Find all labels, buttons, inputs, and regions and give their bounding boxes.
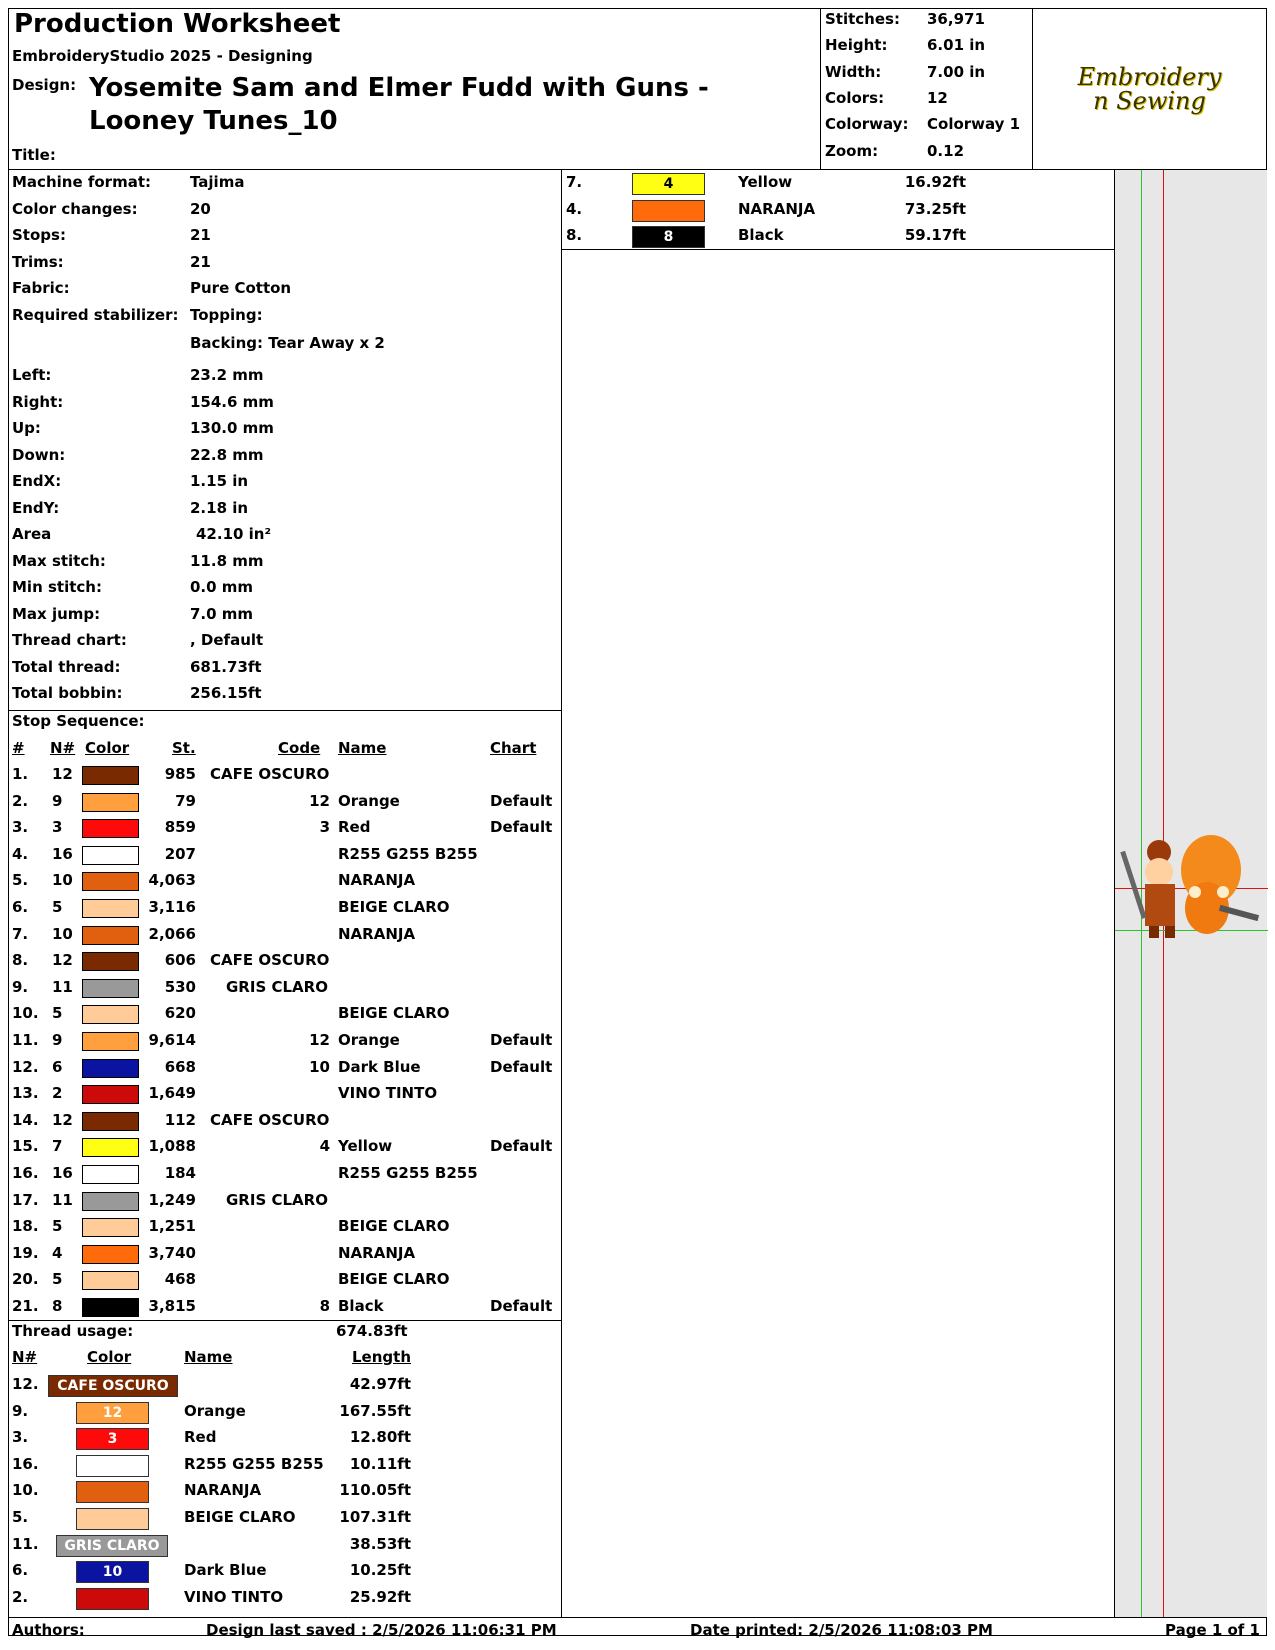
detail-value: 23.2 mm (190, 366, 264, 384)
stop-stitches: 1,251 (148, 1217, 196, 1236)
thread-length: 167.55ft (339, 1401, 411, 1420)
detail-label: Stops: (12, 226, 66, 244)
stop-stitches: 859 (164, 818, 196, 837)
col-header-st: St. (172, 739, 196, 757)
stop-stitches: 207 (164, 844, 196, 863)
stop-name: Yellow (338, 1137, 393, 1156)
detail-value: Pure Cotton (190, 279, 292, 297)
footer-rule (8, 1617, 1267, 1618)
stop-name: R255 G255 B255 (338, 1164, 478, 1182)
thread-needle: 7. (566, 173, 583, 191)
thread-length: 59.17ft (904, 226, 966, 244)
stop-sequence-title: Stop Sequence: (12, 712, 145, 730)
stop-name: Dark Blue (338, 1057, 421, 1076)
stop-color-swatch (82, 1271, 139, 1290)
thread-needle: 5. (12, 1508, 29, 1526)
detail-label: Up: (12, 419, 41, 437)
col-header-name: Name (338, 739, 387, 757)
thread-length: 42.97ft (349, 1375, 411, 1393)
stop-num: 14. (12, 1110, 39, 1129)
stop-name: NARANJA (338, 924, 416, 943)
stop-color-swatch (82, 766, 139, 785)
thread-needle: 2. (12, 1587, 29, 1606)
detail-value: 11.8 mm (190, 552, 264, 570)
col-header-n: N# (50, 739, 76, 757)
thread-length: 73.25ft (904, 199, 966, 218)
stop-name: NARANJA (338, 871, 416, 890)
thread-color-chip: 10 (76, 1561, 149, 1583)
design-label: Design: (12, 76, 77, 94)
stop-stitches: 668 (164, 1057, 196, 1076)
stop-color-swatch (82, 899, 139, 918)
date-printed: Date printed: 2/5/2026 11:08:03 PM (690, 1621, 993, 1639)
stop-needle: 5 (52, 1004, 63, 1023)
detail-value: 21 (190, 253, 211, 271)
stop-color-swatch (82, 1218, 139, 1237)
detail-label: Max stitch: (12, 552, 106, 570)
design-preview (1114, 170, 1267, 1617)
thread-length: 110.05ft (339, 1481, 411, 1500)
stop-name: BEIGE CLARO (338, 1270, 450, 1289)
stop-stitches: 2,066 (148, 924, 196, 943)
stop-stitches: 1,249 (148, 1190, 196, 1209)
stop-color-swatch (82, 1032, 139, 1051)
stop-chart: Default (490, 818, 553, 837)
stop-num: 2. (12, 791, 29, 810)
thread-header-length: Length (352, 1348, 411, 1366)
stop-color-swatch (82, 793, 139, 812)
design-name: Yosemite Sam and Elmer Fudd with Guns - Looney Tunes_10 (89, 73, 709, 136)
detail-label: Max jump: (12, 605, 101, 623)
design-last-saved: Design last saved : 2/5/2026 11:06:31 PM (206, 1621, 557, 1639)
stop-code: CAFE OSCURO (210, 1110, 330, 1129)
detail-label: Total bobbin: (12, 684, 123, 702)
stop-stitches: 4,063 (148, 871, 196, 890)
stop-needle: 5 (52, 898, 63, 916)
detail-value: 2.18 in (190, 499, 249, 517)
stop-needle: 7 (52, 1137, 63, 1156)
stop-name: BEIGE CLARO (338, 1217, 450, 1236)
stop-num: 21. (12, 1297, 39, 1315)
stop-needle: 3 (52, 818, 63, 837)
thread-needle: 8. (566, 226, 583, 244)
brand-logo (1033, 9, 1266, 169)
thread-needle: 10. (12, 1481, 39, 1500)
stop-num: 1. (12, 765, 29, 783)
col-header-chart: Chart (490, 739, 537, 757)
thread-needle: 4. (566, 199, 583, 218)
stop-stitches: 79 (175, 791, 196, 810)
detail-value: 681.73ft (190, 658, 262, 676)
stop-color-swatch (82, 1245, 139, 1264)
detail-value: , Default (190, 631, 264, 649)
stop-stitches: 3,116 (148, 898, 196, 916)
title-label: Title: (12, 146, 56, 164)
thread-name: Dark Blue (184, 1561, 267, 1580)
stat-label: Zoom: (825, 141, 879, 160)
thread-color-chip (76, 1481, 149, 1503)
stop-needle: 4 (52, 1243, 63, 1262)
stop-chart: Default (490, 791, 553, 810)
thread-name: Black (738, 226, 784, 244)
thread-needle: 6. (12, 1561, 29, 1580)
stop-stitches: 530 (164, 977, 196, 996)
thread-header-color: Color (87, 1348, 132, 1366)
detail-value: 1.15 in (190, 472, 249, 490)
stat-value: 0.12 (927, 141, 965, 160)
thread-name: NARANJA (738, 199, 816, 218)
thread-color-chip: 8 (632, 226, 705, 248)
stop-stitches: 3,740 (148, 1243, 196, 1262)
authors-label: Authors: (12, 1621, 85, 1639)
thread-usage-total: 674.83ft (336, 1322, 408, 1340)
stop-color-swatch (82, 1192, 139, 1211)
stop-code: 12 (309, 1031, 330, 1049)
stop-code: 8 (319, 1297, 330, 1315)
stop-color-swatch (82, 1112, 139, 1131)
thread-color-chip (76, 1588, 149, 1610)
stop-num: 5. (12, 871, 29, 890)
stop-num: 13. (12, 1084, 39, 1103)
stop-needle: 8 (52, 1297, 63, 1315)
detail-label: Thread chart: (12, 631, 127, 649)
detail-value: 21 (190, 226, 211, 244)
thread-name: BEIGE CLARO (184, 1508, 296, 1526)
stop-needle: 11 (52, 1190, 73, 1209)
detail-label: Trims: (12, 253, 64, 271)
stop-color-swatch (82, 846, 139, 865)
thread-name: Orange (184, 1401, 246, 1420)
header-bottom-rule (8, 169, 1267, 170)
stop-color-swatch (82, 926, 139, 945)
stop-name: Black (338, 1297, 384, 1315)
detail-label: Down: (12, 446, 66, 464)
detail-label: Total thread: (12, 658, 121, 676)
thread-needle: 16. (12, 1454, 39, 1473)
thread-name: Red (184, 1428, 217, 1447)
stop-stitches: 1,088 (148, 1137, 196, 1156)
details-bottom-rule (8, 710, 561, 711)
stop-num: 6. (12, 898, 29, 916)
stop-name: Red (338, 818, 371, 837)
stat-label: Colorway: (825, 115, 909, 134)
stop-stitches: 1,649 (148, 1084, 196, 1103)
thread-color-chip (76, 1455, 149, 1477)
stop-num: 20. (12, 1270, 39, 1289)
stop-needle: 12 (52, 765, 73, 783)
detail-value: 20 (190, 200, 211, 218)
detail-value: 7.0 mm (190, 605, 254, 623)
stop-code: 10 (309, 1057, 330, 1076)
page-title: Production Worksheet (14, 9, 341, 39)
detail-label: Left: (12, 366, 52, 384)
stop-num: 8. (12, 951, 29, 970)
stop-stitches: 985 (164, 765, 196, 783)
detail-label: Machine format: (12, 173, 151, 191)
stop-color-swatch (82, 1165, 139, 1184)
detail-label: Area (12, 525, 52, 543)
stop-num: 12. (12, 1057, 39, 1076)
stop-color-swatch (82, 819, 139, 838)
stat-value: Colorway 1 (927, 115, 1021, 134)
thread-header-n: N# (12, 1348, 38, 1366)
stop-color-swatch (82, 1085, 139, 1104)
detail-value: Backing: Tear Away x 2 (190, 334, 385, 352)
thread-needle: 9. (12, 1401, 29, 1420)
stat-label: Height: (825, 36, 888, 55)
stop-num: 19. (12, 1243, 39, 1262)
detail-label: EndY: (12, 499, 60, 517)
detail-label: Right: (12, 393, 64, 411)
stop-needle: 10 (52, 871, 73, 890)
detail-label: Required stabilizer: (12, 306, 179, 324)
stop-needle: 5 (52, 1270, 63, 1289)
detail-value: 130.0 mm (190, 419, 274, 437)
stop-num: 10. (12, 1004, 39, 1023)
stop-num: 3. (12, 818, 29, 837)
stop-stitches: 468 (164, 1270, 196, 1289)
stop-color-swatch (82, 952, 139, 971)
thread-header-name: Name (184, 1348, 233, 1366)
stop-name: Orange (338, 791, 400, 810)
stop-num: 18. (12, 1217, 39, 1236)
stop-stitches: 184 (164, 1164, 196, 1182)
header-divider-1 (820, 8, 821, 169)
stop-needle: 11 (52, 977, 73, 996)
thread-length: 107.31ft (339, 1508, 411, 1526)
thread-color-chip (76, 1508, 149, 1530)
stop-code: CAFE OSCURO (210, 951, 330, 970)
thread-length: 16.92ft (904, 173, 966, 191)
thread-length: 10.11ft (349, 1454, 411, 1473)
detail-value: 22.8 mm (190, 446, 264, 464)
stop-code: GRIS CLARO (226, 1190, 328, 1209)
col-header-code: Code (278, 739, 321, 757)
stop-stitches: 112 (164, 1110, 196, 1129)
thread-color-chip: 3 (76, 1428, 149, 1450)
stat-value: 12 (927, 88, 948, 107)
stop-color-swatch (82, 1059, 139, 1078)
stop-num: 15. (12, 1137, 39, 1156)
stat-label: Colors: (825, 88, 885, 107)
thread-usage-title: Thread usage: (12, 1322, 134, 1340)
stop-color-swatch (82, 1298, 139, 1317)
stop-num: 11. (12, 1031, 39, 1049)
stop-needle: 2 (52, 1084, 63, 1103)
stop-name: VINO TINTO (338, 1084, 438, 1103)
stop-name: Orange (338, 1031, 400, 1049)
stop-sequence-bottom-rule (8, 1320, 561, 1321)
detail-value: 154.6 mm (190, 393, 274, 411)
detail-value: 42.10 in² (196, 525, 272, 543)
col-header-color: Color (85, 739, 130, 757)
stop-color-swatch (82, 1005, 139, 1024)
embroidery-design-thumbnail (1119, 830, 1264, 960)
stop-needle: 16 (52, 844, 73, 863)
stop-code: 12 (309, 791, 330, 810)
stop-code: 3 (319, 818, 330, 837)
stop-num: 4. (12, 844, 29, 863)
detail-value: 256.15ft (190, 684, 262, 702)
stop-stitches: 606 (164, 951, 196, 970)
thread-color-chip: 4 (632, 173, 705, 195)
stop-chart: Default (490, 1137, 553, 1156)
logo-text: Embroidery n Sewing (1077, 63, 1222, 115)
stop-stitches: 9,614 (148, 1031, 196, 1049)
stop-num: 7. (12, 924, 29, 943)
thread-needle: 3. (12, 1428, 29, 1447)
thread-needle: 12. (12, 1375, 39, 1393)
thread-name: Yellow (738, 173, 793, 191)
stop-needle: 10 (52, 924, 73, 943)
thread-length: 38.53ft (349, 1534, 411, 1553)
thread-needle: 11. (12, 1534, 39, 1553)
thread-color-chip: 12 (76, 1402, 149, 1424)
stop-stitches: 620 (164, 1004, 196, 1023)
stop-needle: 12 (52, 1110, 73, 1129)
stop-name: R255 G255 B255 (338, 844, 478, 863)
stop-stitches: 3,815 (148, 1297, 196, 1315)
detail-label: EndX: (12, 472, 62, 490)
stop-num: 9. (12, 977, 29, 996)
thread-name: R255 G255 B255 (184, 1454, 324, 1473)
detail-value: Topping: (190, 306, 263, 324)
detail-value: Tajima (190, 173, 245, 191)
thread-color-chip (632, 200, 705, 222)
stop-needle: 9 (52, 791, 63, 810)
stop-chart: Default (490, 1057, 553, 1076)
stat-label: Stitches: (825, 10, 900, 28)
stop-color-swatch (82, 872, 139, 891)
stat-label: Width: (825, 62, 882, 81)
stop-color-swatch (82, 979, 139, 998)
stop-chart: Default (490, 1031, 553, 1049)
column-divider (561, 169, 562, 1617)
thread-length: 12.80ft (349, 1428, 411, 1447)
stat-value: 7.00 in (927, 62, 986, 81)
stat-value: 6.01 in (927, 36, 986, 55)
detail-label: Fabric: (12, 279, 70, 297)
stop-needle: 16 (52, 1164, 73, 1182)
thread-color-chip: CAFE OSCURO (48, 1375, 178, 1397)
stop-num: 17. (12, 1190, 39, 1209)
stop-name: NARANJA (338, 1243, 416, 1262)
stop-num: 16. (12, 1164, 39, 1182)
page-number: Page 1 of 1 (1165, 1621, 1260, 1639)
thread-length: 25.92ft (349, 1587, 411, 1606)
continued-bottom-rule (561, 249, 1114, 250)
stop-name: BEIGE CLARO (338, 1004, 450, 1023)
stop-needle: 5 (52, 1217, 63, 1236)
thread-name: VINO TINTO (184, 1587, 284, 1606)
stat-value: 36,971 (927, 10, 985, 28)
col-header-num: # (12, 739, 25, 757)
software-subtitle: EmbroideryStudio 2025 - Designing (12, 47, 313, 65)
stop-name: BEIGE CLARO (338, 898, 450, 916)
stop-code: CAFE OSCURO (210, 765, 330, 783)
stop-chart: Default (490, 1297, 553, 1315)
thread-color-chip: GRIS CLARO (56, 1535, 168, 1557)
detail-label: Min stitch: (12, 578, 102, 596)
thread-name: NARANJA (184, 1481, 262, 1500)
detail-label: Color changes: (12, 200, 138, 218)
stop-needle: 12 (52, 951, 73, 970)
stop-code: GRIS CLARO (226, 977, 328, 996)
thread-length: 10.25ft (349, 1561, 411, 1580)
stop-needle: 9 (52, 1031, 63, 1049)
stop-color-swatch (82, 1138, 139, 1157)
stop-needle: 6 (52, 1057, 63, 1076)
stop-code: 4 (319, 1137, 330, 1156)
detail-value: 0.0 mm (190, 578, 254, 596)
